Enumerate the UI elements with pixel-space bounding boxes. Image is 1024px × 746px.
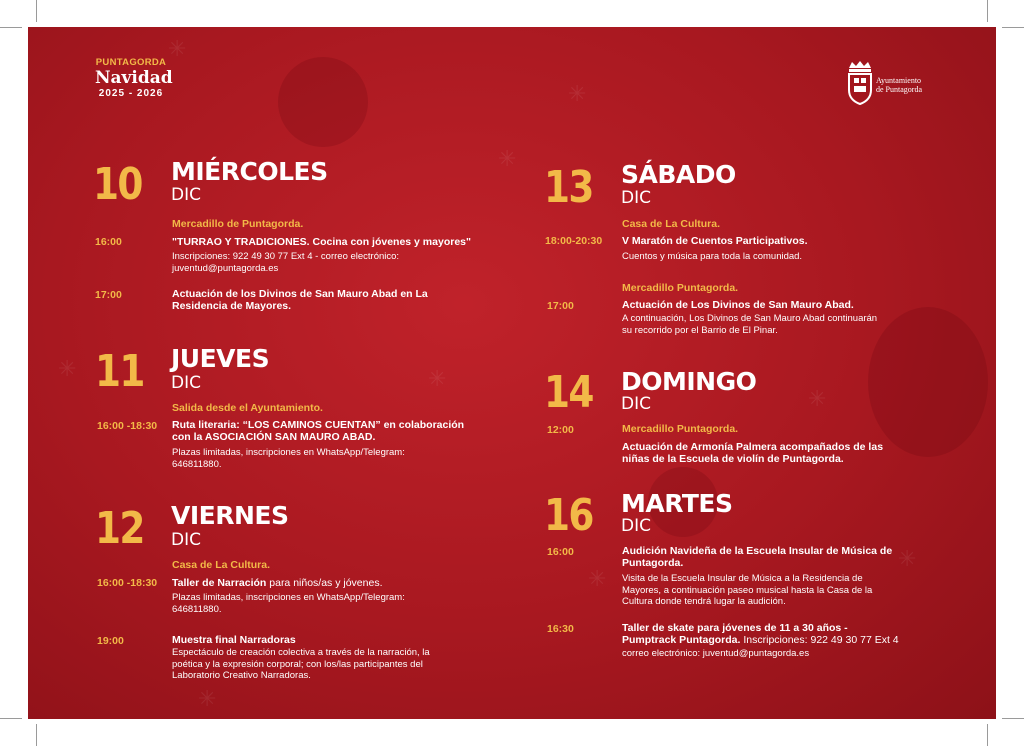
event-description <box>622 313 877 336</box>
day-number: 12 <box>95 503 144 554</box>
coat-of-arms-icon <box>846 60 874 105</box>
event-time: 19:00 <box>97 635 124 647</box>
event-place: Casa de La Cultura. <box>172 559 271 571</box>
description-line: Visita de la Escuela Insular de Música a la Residencia de <box>622 573 863 584</box>
snowflake-icon: ✳ <box>58 357 77 382</box>
event-place: Mercadillo Puntagorda. <box>622 423 739 435</box>
day-number: 11 <box>95 346 144 397</box>
title-bold-part: Taller de Narración <box>172 577 267 589</box>
description-line: 646811880. <box>172 458 222 470</box>
event-title <box>172 577 383 589</box>
crop-mark <box>987 724 988 746</box>
title-line: Actuación de los Divinos de San Mauro Abad en La <box>172 288 428 300</box>
title-line: Residencia de Mayores. <box>172 300 292 312</box>
day-name: DOMINGO <box>621 367 757 396</box>
day-name: MIÉRCOLES <box>171 157 328 186</box>
brand-years: 2025 - 2026 <box>98 88 164 99</box>
description-line: Plazas limitadas, inscripciones en WhatsApp/Telegram: <box>172 447 405 458</box>
event-description <box>172 251 399 274</box>
event-time: 18:00-20:30 <box>545 235 603 247</box>
event-title <box>172 288 428 312</box>
description-line: Cuentos y música para toda la comunidad. <box>622 251 803 262</box>
snowflake-icon: ✳ <box>168 37 187 62</box>
description-line: correo electrónico: juventud@puntagorda.es <box>622 648 810 659</box>
description-line: Inscripciones: 922 49 30 77 Ext 4 - correo electrónico: <box>172 251 400 262</box>
crop-mark <box>0 718 22 719</box>
event-place: Casa de La Cultura. <box>622 218 721 230</box>
event-title <box>622 622 899 646</box>
day-number: 14 <box>544 367 593 418</box>
snowflake-icon: ✳ <box>898 547 917 572</box>
event-description <box>172 447 405 470</box>
event-time: 16:00 <box>547 546 574 558</box>
snowflake-icon: ✳ <box>428 367 447 392</box>
snowflake-icon: ✳ <box>808 387 827 412</box>
event-title: Muestra final Narradoras <box>172 634 296 646</box>
day-month: DIC <box>621 188 651 208</box>
title-normal-part: Inscripciones: 922 49 30 77 Ext 4 <box>740 634 899 646</box>
event-time: 16:00 -18:30 <box>97 420 158 432</box>
title-line: Taller de skate para jóvenes de 11 a 30 años - <box>622 622 848 634</box>
description-line: su recorrido por el Barrio de El Pinar. <box>622 324 778 336</box>
council-line2: de Puntagorda <box>876 85 922 94</box>
description-line: Laboratorio Creativo Narradoras. <box>172 670 311 681</box>
event-time: 17:00 <box>95 289 122 301</box>
day-month: DIC <box>171 373 201 393</box>
event-time: 16:00 -18:30 <box>97 577 158 589</box>
background-texture <box>278 57 368 147</box>
snowflake-icon: ✳ <box>198 687 217 712</box>
title-normal-part: para niños/as y jóvenes. <box>266 577 383 589</box>
title-line: Ruta literaria: “LOS CAMINOS CUENTAN” en colaboración <box>172 419 465 431</box>
event-time: 16:00 <box>95 236 122 248</box>
title-line: Puntagorda. <box>622 557 684 569</box>
event-place: Mercadillo Puntagorda. <box>622 282 739 294</box>
council-name <box>876 76 922 94</box>
title-line: Actuación de Armonía Palmera acompañados de las <box>622 441 884 453</box>
event-title <box>622 545 892 569</box>
event-description <box>172 647 430 682</box>
crop-mark <box>987 0 988 22</box>
crop-mark <box>1002 718 1024 719</box>
day-name: VIERNES <box>171 501 289 530</box>
description-line: juventud@puntagorda.es <box>172 262 279 274</box>
background-texture <box>868 307 988 457</box>
council-line1: Ayuntamiento <box>876 76 922 85</box>
event-time: 17:00 <box>547 300 574 312</box>
snowflake-icon: ✳ <box>498 147 517 172</box>
snowflake-icon: ✳ <box>568 82 587 107</box>
day-name: SÁBADO <box>621 160 736 189</box>
event-description <box>172 592 405 615</box>
crop-mark <box>36 0 37 22</box>
crop-mark <box>0 27 22 28</box>
day-month: DIC <box>171 185 201 205</box>
day-month: DIC <box>621 394 651 414</box>
description-line: Espectáculo de creación colectiva a través de la narración, la <box>172 647 430 658</box>
crop-mark <box>1002 27 1024 28</box>
description-line: Cultura donde tendrá lugar la audición. <box>622 596 786 607</box>
title-line <box>622 634 899 646</box>
day-number: 10 <box>93 159 142 210</box>
event-title <box>172 419 464 443</box>
event-title: "TURRAO Y TRADICIONES. Cocina con jóvenes y mayores" <box>172 236 471 248</box>
event-title: V Maratón de Cuentos Participativos. <box>622 235 808 247</box>
event-description <box>622 251 802 263</box>
day-month: DIC <box>171 530 201 550</box>
event-time: 16:30 <box>547 623 574 635</box>
event-description <box>622 573 872 608</box>
title-line: Audición Navideña de la Escuela Insular de Música de <box>622 545 893 557</box>
description-line: Mayores, a continuación paseo musical hasta la Casa de la <box>622 584 873 596</box>
crop-mark <box>36 724 37 746</box>
event-description <box>622 648 809 660</box>
brand-town: PUNTAGORDA <box>95 57 167 68</box>
title-line: niñas de la Escuela de violín de Puntagorda. <box>622 453 844 465</box>
day-number: 13 <box>544 162 593 213</box>
event-place: Salida desde el Ayuntamiento. <box>172 402 323 414</box>
title-line: con la ASOCIACIÓN SAN MAURO ABAD. <box>172 431 376 443</box>
description-line: Plazas limitadas, inscripciones en WhatsApp/Telegram: <box>172 592 405 603</box>
description-line: 646811880. <box>172 603 222 615</box>
brand-event: Navidad <box>95 68 173 88</box>
description-line: poética y la expresión corporal; con los/las participantes del <box>172 658 423 670</box>
day-month: DIC <box>621 516 651 536</box>
title-bold-part: Pumptrack Puntagorda. <box>622 634 741 646</box>
day-name: JUEVES <box>171 344 270 373</box>
day-number: 16 <box>544 490 593 541</box>
brand-logo <box>95 57 173 99</box>
event-place: Mercadillo de Puntagorda. <box>172 218 304 230</box>
event-time: 12:00 <box>547 424 574 436</box>
event-title <box>622 441 883 465</box>
snowflake-icon: ✳ <box>588 567 607 592</box>
description-line: A continuación, Los Divinos de San Mauro Abad continuarán <box>622 313 878 324</box>
day-name: MARTES <box>621 489 733 518</box>
event-title: Actuación de Los Divinos de San Mauro Abad. <box>622 299 854 311</box>
